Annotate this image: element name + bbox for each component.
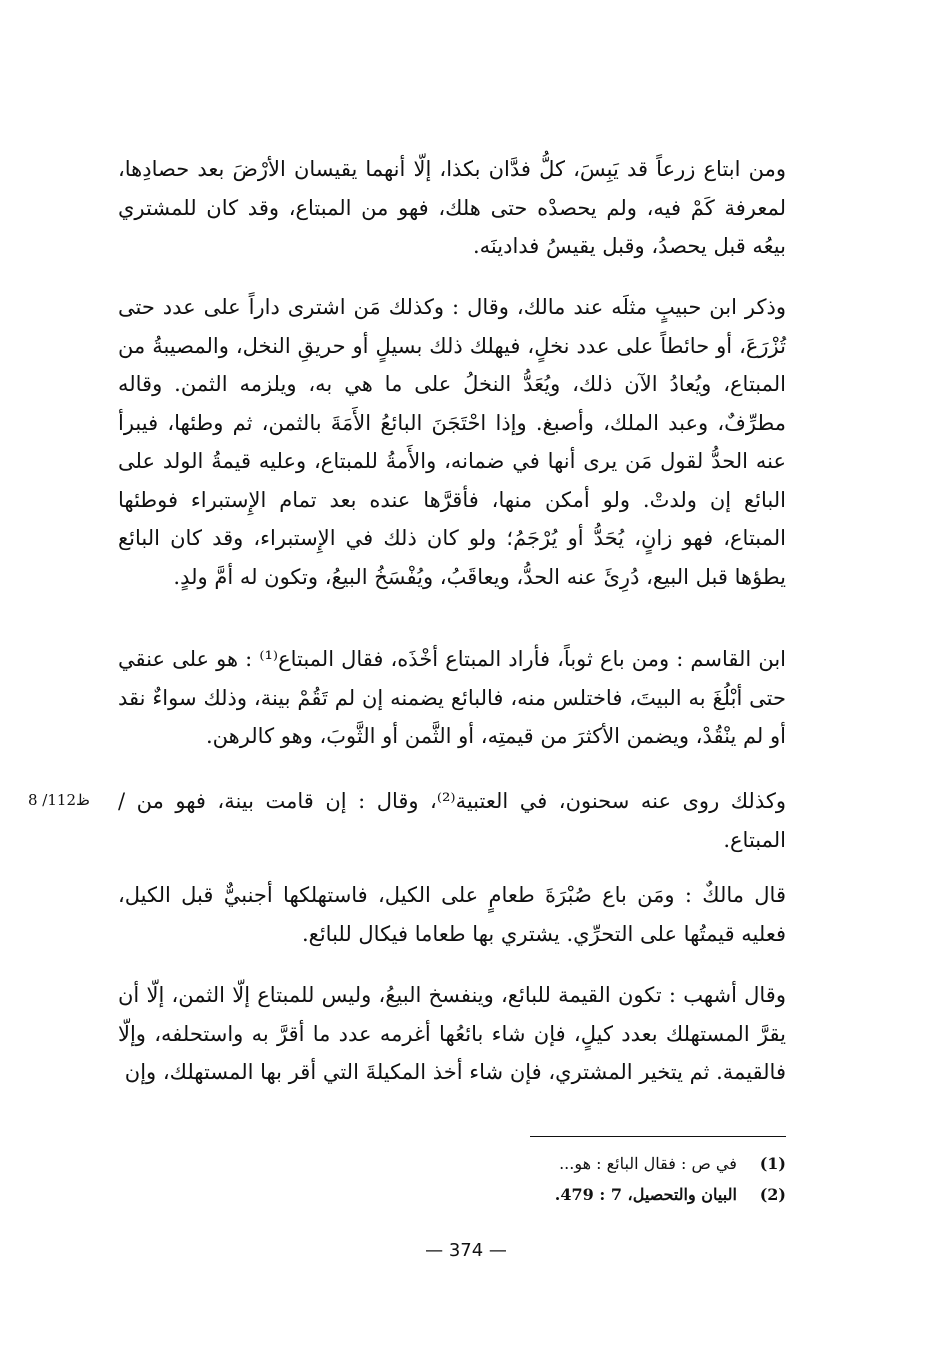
footnote-number: (2)	[759, 1185, 786, 1204]
paragraph-2: وذكر ابن حبيبٍ مثلَه عند مالك، وقال : وكذلك مَن اشترى داراً على عدد حتى تُزْرَعَ، أو حائطاً على عدد نخلٍ، فيهلك ذلك بسيلٍ أو حريقِ النخل، والمصيبةُ من المبتاع، ويُعادُ الآن ذلك، ويُعَدُّ النخلُ على ما هي به، ويلزمه الثمن. وقاله مطرِّفٌ، وعبد الملك، وأصبغ. وإذا احْتَجَنَ البائعُ الأَمَةَ بالثمن، ثم وطئها، فيبرأ عنه الحدُّ لقول مَن يرى أنها في ضمانه، والأَمةُ للمبتاع، وعليه قيمةُ الولد على البائع إن ولدتْ. ولو أمكن منها، فأقرَّها عنده بعد تمام الإِستبراء فوطئها المبتاع، فهو زانٍ، يُحَدُّ أو يُرْجَمُ؛ ولو كان ذلك في الإِستبراء، وقد كان البائع يطؤها قبل البيع، دُرِئَ عنه الحدُّ، ويعاقَبُ، ويُفْسَخُ البيعُ، وتكون له أمَّ ولدٍ.	[118, 295, 786, 589]
paragraph-6: وقال أشهب : تكون القيمة للبائع، وينفسخ البيعُ، وليس للمبتاع إلّا الثمن، إلّا أن يقرَّ المستهلك بعدد كيلٍ، فإن شاء بائعُها أغرمه عدد ما أقرَّ به واستحلفه، وإلّا فالقيمة. ثم يتخير المشتري، فإن شاء أخذ المكيلةَ التي أقر بها المستهلك، وإن	[118, 983, 786, 1084]
footnote-divider	[530, 1136, 786, 1137]
page-number: — 374 —	[425, 1240, 507, 1261]
footnote-item	[380, 1148, 786, 1179]
footnotes	[380, 1148, 786, 1210]
footnote-text: في ص : فقال البائع : هو...	[559, 1154, 737, 1173]
footnote-item	[380, 1179, 786, 1210]
paragraph-5: قال مالكٌ : ومَن باع صُبْرَةَ طعامٍ على الكيل، فاستهلكها أجنبيٌّ قبل الكيل، فعليه قيمتُها على التحرِّي. يشتري بها طعاما فيكال للبائع.	[118, 883, 786, 946]
footnote-text: البيان والتحصيل، 7 : 479.	[554, 1185, 737, 1204]
paragraph-3: ابن القاسم : ومن باع ثوباً، فأراد المبتاع أخْذَه، فقال المبتاع⁽¹⁾ : هو على عنقي حتى أبْلُغَ به البيتَ، فاختلس منه، فالبائع يضمنه إن لم تَقُمْ بينة، وذلك سواءٌ نقد أو لم ينْقُدْ، ويضمن الأكثرَ من قيمتِه، أو الثَّمن أو الثَّوبَ، وهو كالرهن.	[118, 647, 786, 748]
paragraph-1: ومن ابتاع زرعاً قد يَبِسَ، كلُّ فدَّان بكذا، إلّا أنهما يقيسان الأرْضَ بعد حصادِها، لمعرفة كَمْ فيه، ولم يحصدْه حتى هلك، فهو من المبتاع، وقد كان للمشتري بيعُه قبل يحصدُ، وقبل يقيسُ فدادينَه.	[118, 157, 786, 258]
manuscript-folio-note: 8 /112ظ	[28, 791, 90, 809]
footnote-number: (1)	[759, 1154, 786, 1173]
paragraph-4: وكذلك روى عنه سحنون، في العتبية⁽²⁾، وقال : إن قامت بينة، فهو من / المبتاع.	[118, 789, 786, 852]
